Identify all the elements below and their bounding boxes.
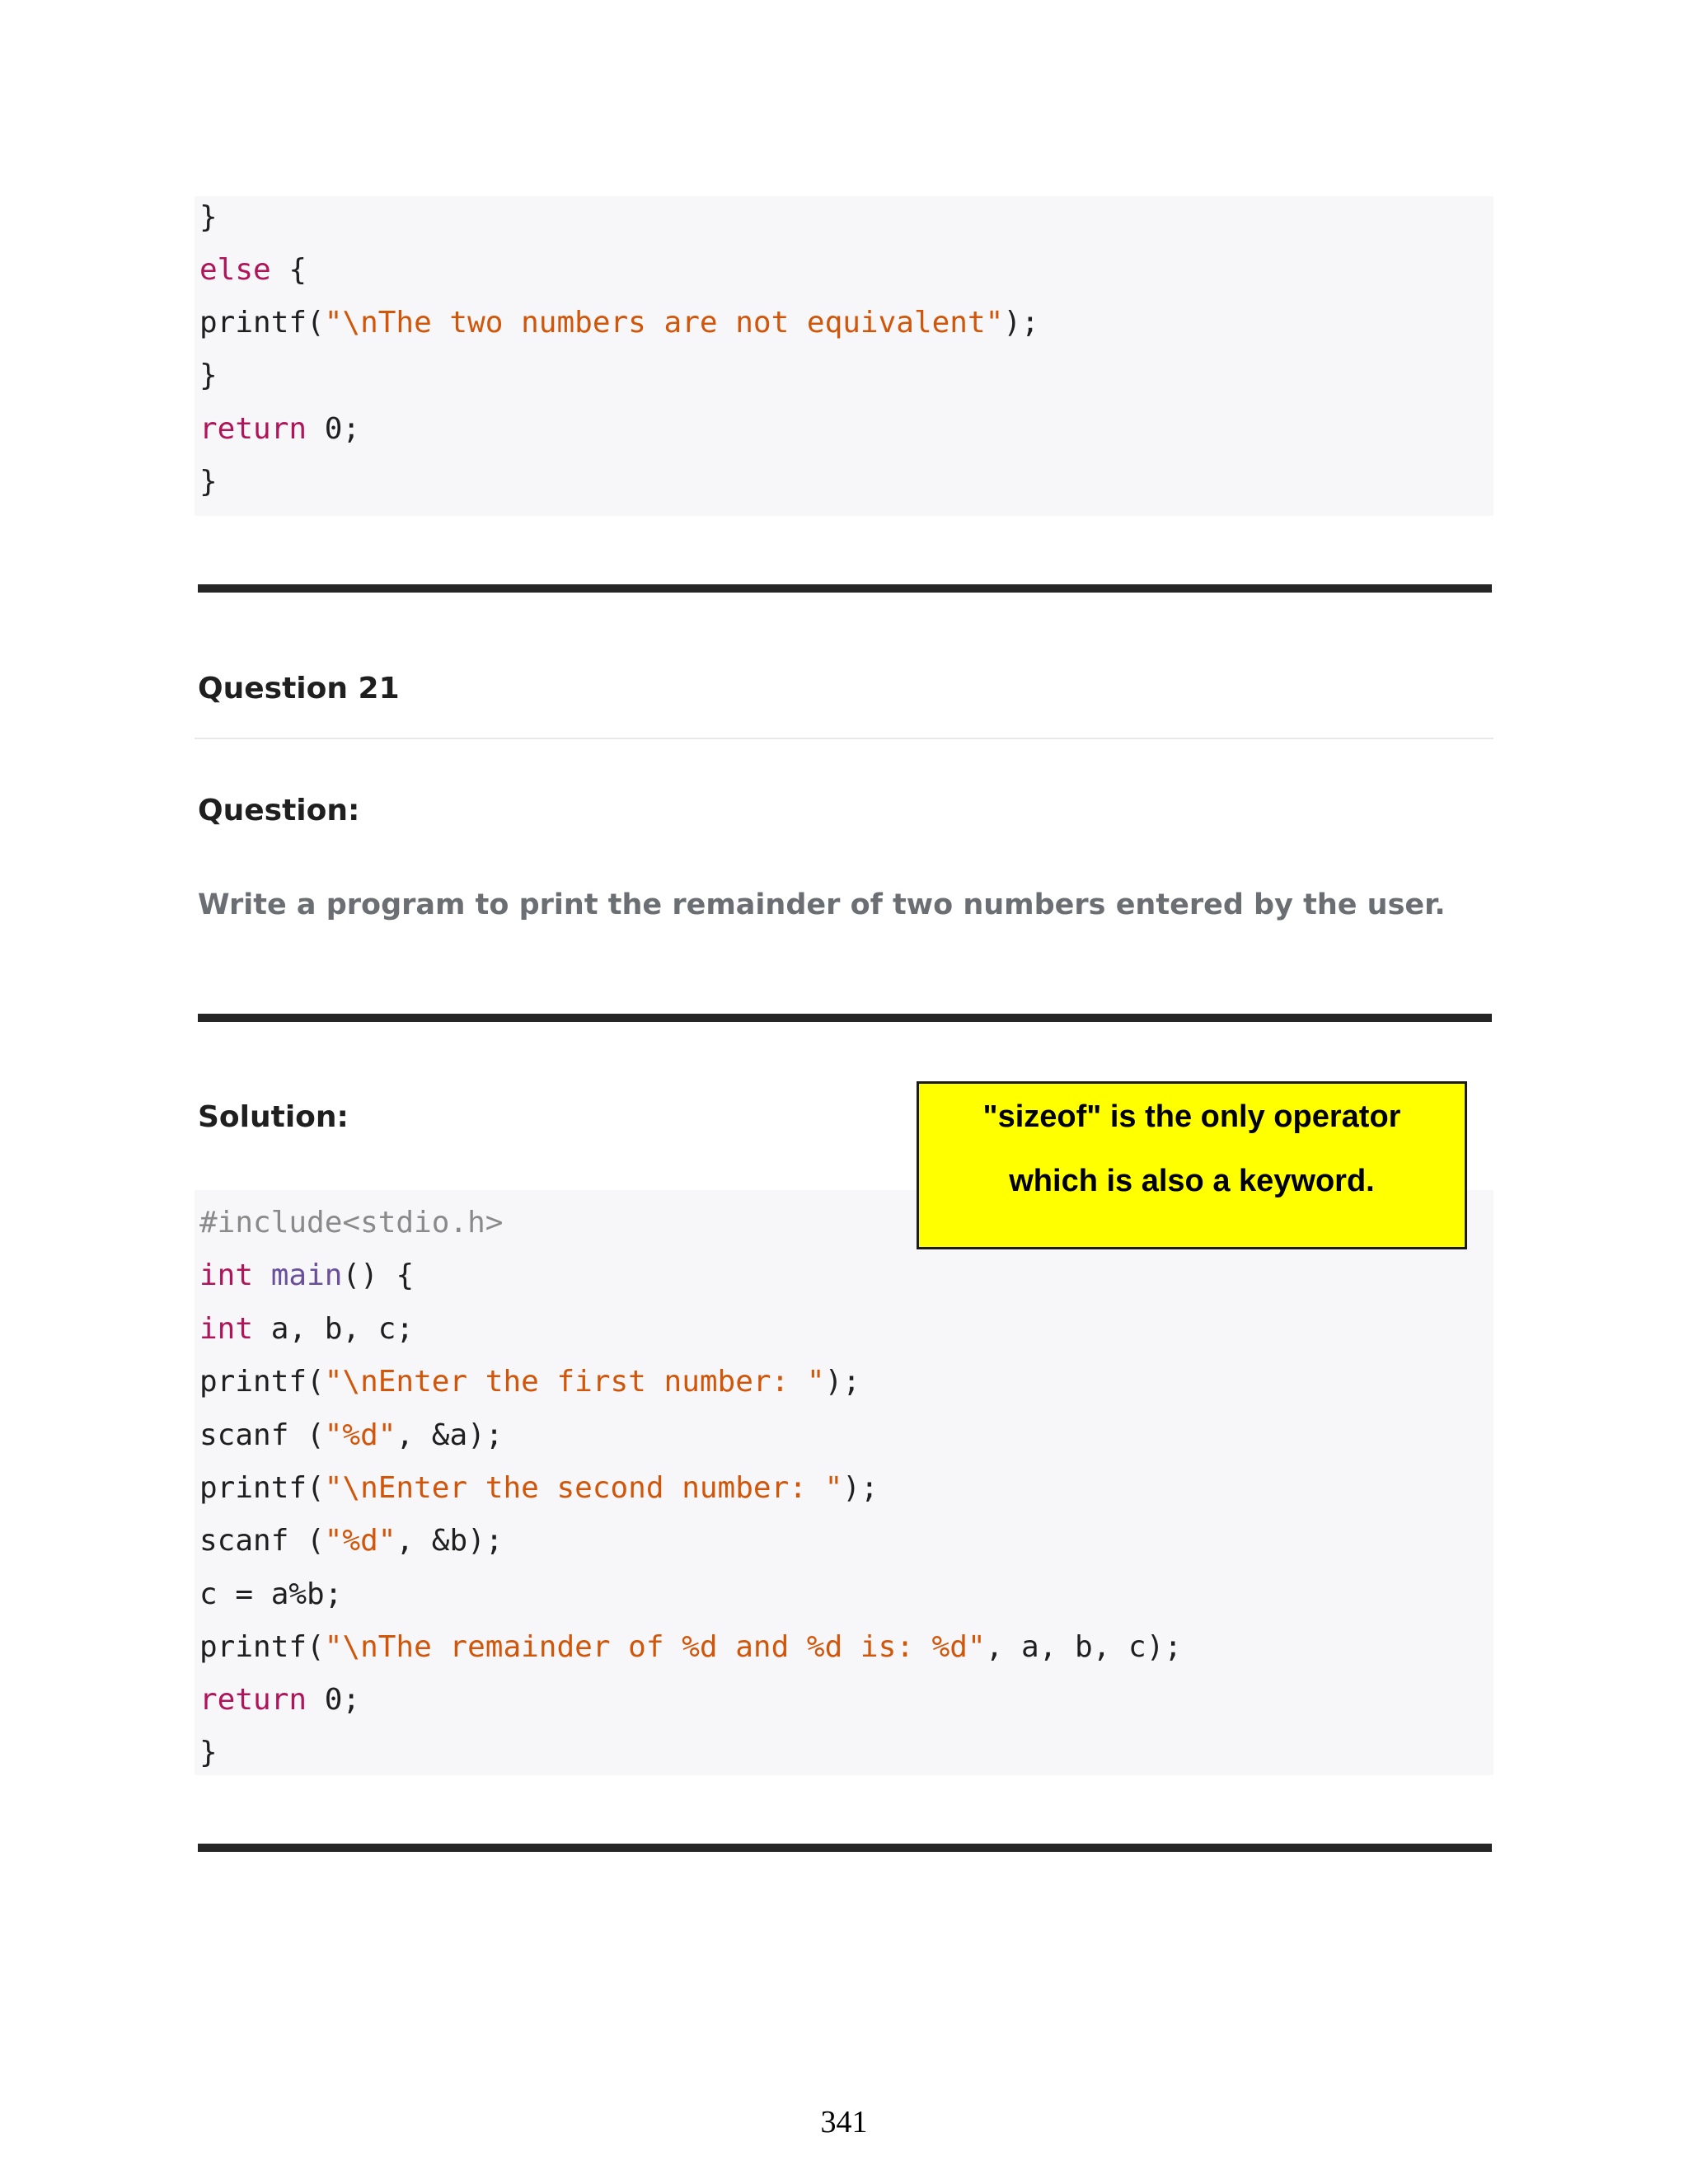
- string-literal: "%d": [324, 1524, 396, 1558]
- code-block-solution: [195, 1190, 1493, 1775]
- keyword-return: return: [199, 1683, 307, 1717]
- code-line: printf("\nThe two numbers are not equivalent");: [199, 306, 1039, 340]
- code-line: int a, b, c;: [199, 1312, 415, 1346]
- code-line: printf("\nThe remainder of %d and %d is: %d", a, b, c);: [199, 1630, 1183, 1664]
- string-literal: "\nThe two numbers are not equivalent": [324, 306, 1004, 340]
- question-text: Write a program to print the remainder of two numbers entered by the user.: [198, 888, 1446, 921]
- keyword-else: else: [199, 253, 271, 287]
- string-literal: "\nEnter the first number: ": [324, 1365, 825, 1399]
- question-number-heading: Question 21: [198, 672, 400, 705]
- solution-label: Solution:: [198, 1100, 349, 1134]
- section-divider: [198, 1844, 1492, 1852]
- keyword-int: int: [199, 1312, 254, 1346]
- code-line: c = a%b;: [199, 1577, 343, 1611]
- section-divider: [198, 584, 1492, 593]
- keyword-int: int: [199, 1258, 254, 1292]
- code-block-previous: [195, 196, 1493, 516]
- heading-underline: [195, 738, 1493, 739]
- tip-callout-line-2: which is also a keyword.: [1009, 1164, 1375, 1198]
- code-line: int main() {: [199, 1258, 415, 1292]
- string-literal: "\nThe remainder of %d and %d is: %d": [324, 1630, 986, 1664]
- keyword-return: return: [199, 412, 307, 446]
- code-line: }: [199, 200, 218, 234]
- string-literal: "%d": [324, 1418, 396, 1452]
- tip-callout-line-1: "sizeof" is the only operator: [982, 1099, 1401, 1134]
- question-label: Question:: [198, 794, 360, 827]
- code-line: [199, 1205, 503, 1241]
- code-line: else {: [199, 253, 307, 287]
- code-line: }: [199, 359, 218, 392]
- function-name-main: main: [270, 1258, 343, 1292]
- page-number: 341: [820, 2105, 868, 2139]
- code-line: return 0;: [199, 412, 361, 446]
- code-line: return 0;: [199, 1683, 361, 1717]
- preprocessor-include: #include<stdio.h>: [199, 1206, 504, 1240]
- code-line: }: [199, 1736, 218, 1769]
- code-line: scanf ("%d", &a);: [199, 1418, 504, 1452]
- tip-callout: [917, 1081, 1467, 1249]
- string-literal: "\nEnter the second number: ": [324, 1471, 843, 1505]
- code-line: scanf ("%d", &b);: [199, 1524, 504, 1558]
- section-divider: [198, 1014, 1492, 1022]
- code-line: printf("\nEnter the first number: ");: [199, 1365, 860, 1399]
- code-line: printf("\nEnter the second number: ");: [199, 1471, 879, 1505]
- code-line: }: [199, 465, 218, 499]
